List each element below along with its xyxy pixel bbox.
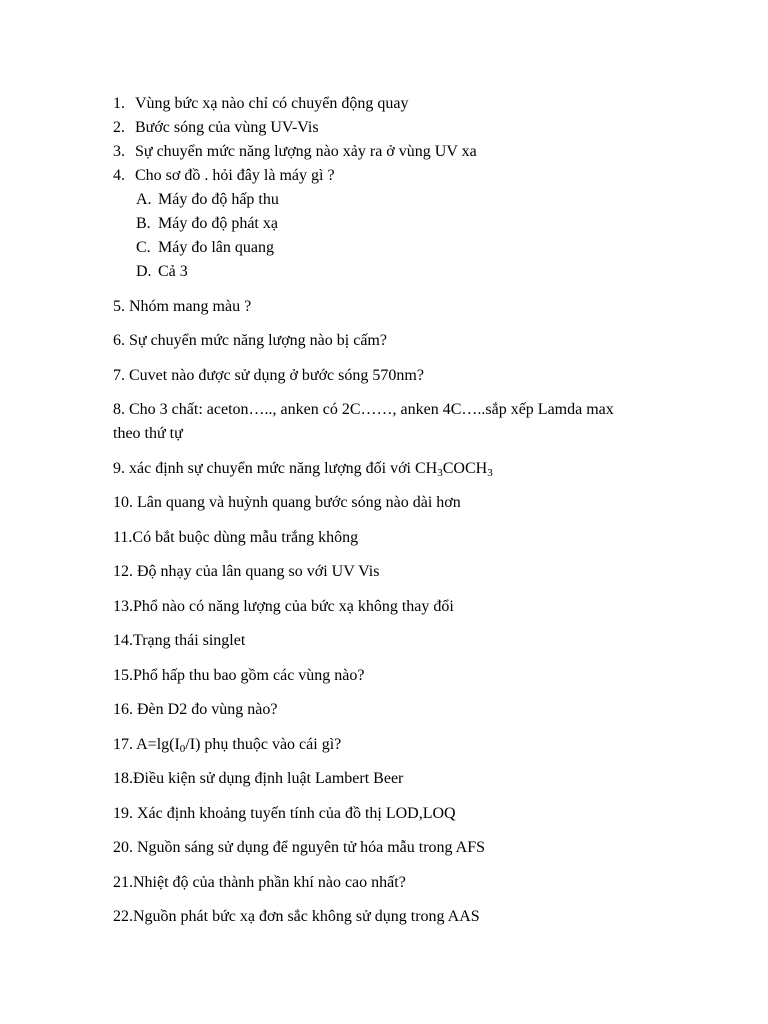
list-item-3 [113, 141, 477, 163]
question-12: 12. Độ nhạy của lân quang so với UV Vis [113, 563, 380, 580]
list-item-1 [113, 93, 408, 115]
question-13: 13.Phổ nào có năng lượng của bức xạ không thay đổi [113, 598, 454, 615]
option-text: Máy đo độ phát xạ [158, 215, 278, 232]
question-20: 20. Nguồn sáng sử dụng để nguyên tử hóa mẫu trong AFS [113, 839, 485, 856]
subscript: 3 [437, 467, 443, 479]
question-22: 22.Nguồn phát bức xạ đơn sắc không sử dụng trong AAS [113, 908, 480, 925]
option-b [136, 213, 278, 235]
question-8-line-2: theo thứ tự [113, 425, 183, 442]
list-number: 3. [113, 143, 125, 160]
list-item-2 [113, 117, 319, 139]
question-9 [113, 458, 493, 480]
question-19: 19. Xác định khoảng tuyến tính của đồ thị LOD,LOQ [113, 805, 456, 822]
question-7: 7. Cuvet nào được sử dụng ở bước sóng 570nm? [113, 367, 424, 384]
option-text: Máy đo độ hấp thu [158, 191, 279, 208]
question-21: 21.Nhiệt độ của thành phần khí nào cao nhất? [113, 874, 406, 891]
list-number: 1. [113, 95, 125, 112]
option-letter: A. [136, 191, 152, 208]
question-6: 6. Sự chuyển mức năng lượng nào bị cấm? [113, 332, 387, 349]
list-item-4 [113, 165, 335, 187]
list-number: 2. [113, 119, 125, 136]
question-11: 11.Có bắt buộc dùng mẫu trắng không [113, 529, 359, 546]
subscript: 0 [179, 743, 186, 755]
question-5: 5. Nhóm mang màu ? [113, 298, 252, 315]
question-9-text: 9. xác định sự chuyển mức năng lượng đối với CH [113, 460, 438, 477]
list-text: Cho sơ đồ . hỏi đây là máy gì ? [135, 167, 335, 184]
option-letter: C. [136, 239, 151, 256]
list-text: Bước sóng của vùng UV-Vis [135, 119, 319, 136]
question-10: 10. Lân quang và huỳnh quang bước sóng nào dài hơn [113, 494, 461, 511]
list-number: 4. [113, 167, 125, 184]
question-9-formula: COCH [442, 460, 488, 477]
subscript: 3 [487, 467, 493, 479]
list-text: Sự chuyển mức năng lượng nào xảy ra ở vùng UV xa [135, 143, 477, 160]
option-letter: B. [136, 215, 151, 232]
option-d [136, 261, 188, 283]
option-text: Máy đo lân quang [158, 239, 274, 256]
question-17-rest: /I) phụ thuộc vào cái gì? [185, 736, 342, 753]
option-text: Cả 3 [158, 263, 188, 280]
question-15: 15.Phổ hấp thu bao gồm các vùng nào? [113, 667, 365, 684]
question-17 [113, 734, 341, 756]
question-17-text: 17. A=lg(I [113, 736, 180, 753]
list-text: Vùng bức xạ nào chỉ có chuyển động quay [135, 95, 409, 112]
question-18: 18.Điều kiện sử dụng định luật Lambert Beer [113, 770, 404, 787]
option-c [136, 237, 274, 259]
option-letter: D. [136, 263, 152, 280]
question-16: 16. Đèn D2 đo vùng nào? [113, 701, 278, 718]
question-14: 14.Trạng thái singlet [113, 632, 246, 649]
option-a [136, 189, 279, 211]
question-8-line-1: 8. Cho 3 chất: aceton….., anken có 2C……, anken 4C…..sắp xếp Lamda max [113, 401, 614, 418]
